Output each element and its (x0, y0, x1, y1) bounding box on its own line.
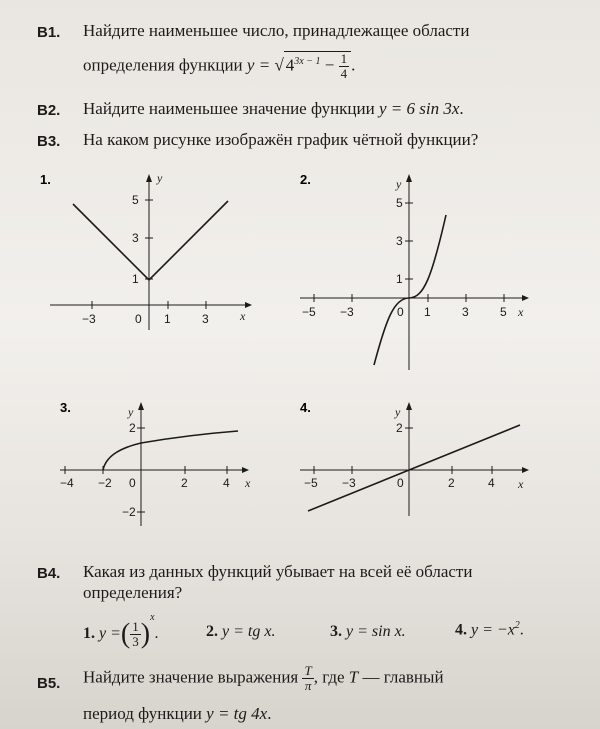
graph-3-ylabel-2: 2 (129, 421, 136, 435)
b5-fraction (302, 664, 313, 693)
graph-1-x-arrow (245, 302, 252, 308)
graph-4-y-label: y (395, 405, 401, 419)
graph-4-xlabel-0: 0 (397, 476, 404, 490)
graph-3-ylabel-m2: −2 (122, 505, 136, 519)
b3-text: На каком рисунке изображён график чётной функции? (83, 130, 479, 149)
graph-3-xlabel-4: 4 (223, 476, 230, 490)
b4-option-1-paren-close: ) (140, 618, 151, 650)
b1-pow-base: 4 (285, 55, 295, 75)
b4-option-4-formula: y = −x (471, 621, 515, 639)
b2-end: . (459, 99, 464, 118)
b1-line1: Найдите наименьшее число, принадлежащее области (83, 21, 470, 40)
graph-3-xlabel-m4: −4 (60, 476, 74, 490)
graph-3-xlabel-m2: −2 (98, 476, 112, 490)
graph-4-number: 4. (300, 400, 311, 415)
b4-option-1-paren-open: ( (120, 618, 131, 650)
graph-4-x-label: x (518, 477, 524, 491)
b2-label: B2. (37, 102, 61, 119)
b1-pow-exp: 3x − 1 (294, 55, 321, 67)
graph-4-xlabel-4: 4 (488, 476, 495, 490)
b4-option-1-frac-num: 1 (132, 618, 139, 634)
b1-sqrt-sign: √ (274, 55, 284, 75)
b2-text: Найдите наименьшее значение функции (83, 99, 375, 118)
graph-1-y-arrow (146, 174, 152, 182)
graph-2-number: 2. (300, 172, 311, 187)
b4-label: B4. (37, 565, 61, 582)
b4-option-2-formula: y = tg x. (222, 623, 276, 640)
b4-option-4-num: 4. (455, 621, 467, 639)
graph-3-xlabel-0: 0 (129, 476, 136, 490)
b5-line1 (83, 664, 444, 693)
graph-1-ylabel-3: 3 (132, 231, 139, 245)
b4-option-1-frac-den: 3 (132, 633, 139, 649)
graph-1-ylabel-5: 5 (132, 193, 139, 207)
b4-option-3-formula: y = sin x. (346, 623, 406, 640)
b1-frac-num: 1 (340, 51, 348, 66)
graph-4-xlabel-m5: −5 (304, 476, 318, 490)
b4-option-2 (206, 623, 275, 641)
graph-2-xlabel-5: 5 (500, 305, 507, 319)
b4-line1: Какая из данных функций убывает на всей её области (83, 562, 473, 581)
b1-line2 (83, 51, 355, 81)
graph-1-ylabel-1: 1 (132, 272, 139, 286)
b4-option-1-exp: x (150, 612, 155, 623)
b5-text3: — главный (362, 667, 444, 687)
graph-2-xlabel-1: 1 (424, 305, 431, 319)
b2-line (83, 99, 464, 119)
graph-2-xlabel-m3: −3 (340, 305, 354, 319)
b5-label: B5. (37, 675, 61, 692)
graph-1-svg (40, 170, 260, 335)
graph-2-svg (300, 170, 540, 375)
b4-line2: определения? (83, 583, 183, 602)
graph-1-number: 1. (40, 172, 51, 187)
graph-1-xlabel-m3: −3 (82, 312, 96, 326)
graph-1 (40, 170, 260, 340)
b3-label: B3. (37, 133, 61, 150)
graph-2-ylabel-1: 1 (396, 272, 403, 286)
graph-1-curve (73, 201, 228, 280)
graph-1-x-label: x (240, 309, 246, 323)
b2-formula: y = 6 sin 3x (378, 99, 460, 118)
graph-3-y-label: y (128, 405, 134, 419)
b5-text2: , где (313, 667, 345, 687)
b1-frac-den: 4 (340, 66, 348, 81)
graph-4-curve (308, 425, 520, 511)
b4-option-1 (83, 612, 159, 650)
graph-3-x-label: x (245, 476, 251, 490)
graph-2-xlabel-0: 0 (397, 305, 404, 319)
b4-option-3-num: 3. (330, 623, 342, 640)
b4-option-1-fraction (130, 620, 141, 649)
graph-3-y-arrow (138, 402, 144, 410)
graph-4 (300, 398, 540, 523)
b1-fraction (339, 52, 350, 81)
b4-option-4-exp: 2 (514, 620, 520, 631)
b4-option-1-end: . (154, 625, 159, 642)
b1-y-eq: y = (246, 55, 271, 75)
graph-4-xlabel-m3: −3 (342, 476, 356, 490)
graph-3-svg (60, 398, 265, 528)
b4-option-4-end: . (519, 621, 524, 639)
graph-4-xlabel-2: 2 (448, 476, 455, 490)
graph-4-x-arrow (522, 467, 529, 473)
graph-4-svg (300, 398, 540, 518)
b4-option-3 (330, 623, 406, 641)
b5-text1: Найдите значение выражения (83, 667, 299, 687)
b1-sqrt (284, 51, 351, 81)
graph-3-curve (103, 431, 238, 470)
graph-1-xlabel-3: 3 (202, 312, 209, 326)
b1-label: B1. (37, 24, 61, 41)
b5-frac-den: π (304, 678, 312, 693)
b5-line2-text: период функции (83, 704, 202, 723)
graph-2-xlabel-3: 3 (462, 305, 469, 319)
graph-3-xlabel-2: 2 (181, 476, 188, 490)
graph-2 (300, 170, 540, 380)
graph-3 (60, 398, 265, 533)
graph-3-number: 3. (60, 400, 71, 415)
b1-minus: − (324, 55, 335, 75)
graph-4-ylabel-2: 2 (396, 421, 403, 435)
graph-4-y-arrow (406, 402, 412, 410)
graph-1-xlabel-1: 1 (164, 312, 171, 326)
b5-line2 (83, 704, 271, 724)
graph-2-y-arrow (406, 174, 412, 182)
graph-3-x-arrow (242, 467, 249, 473)
b4-option-1-num: 1. (83, 625, 95, 642)
b4-option-4 (455, 620, 524, 639)
b5-end: . (267, 704, 272, 723)
graph-2-ylabel-5: 5 (396, 196, 403, 210)
b4-option-2-num: 2. (206, 623, 218, 640)
b5-T: T (348, 667, 359, 687)
graph-2-x-arrow (522, 295, 529, 301)
b1-end: . (351, 55, 356, 75)
graph-2-x-label: x (518, 305, 524, 319)
b5-formula: y = tg 4x (206, 704, 268, 723)
b4-option-1-prefix: y = (99, 625, 121, 642)
graph-2-y-label: y (396, 177, 402, 191)
graph-2-ylabel-3: 3 (396, 234, 403, 248)
graph-1-xlabel-0: 0 (135, 312, 142, 326)
graph-2-xlabel-m5: −5 (302, 305, 316, 319)
graph-2-curve (374, 215, 446, 365)
b1-line2-text: определения функции (83, 55, 243, 75)
graph-1-y-label: y (157, 171, 163, 185)
b5-frac-num: T (304, 663, 312, 678)
